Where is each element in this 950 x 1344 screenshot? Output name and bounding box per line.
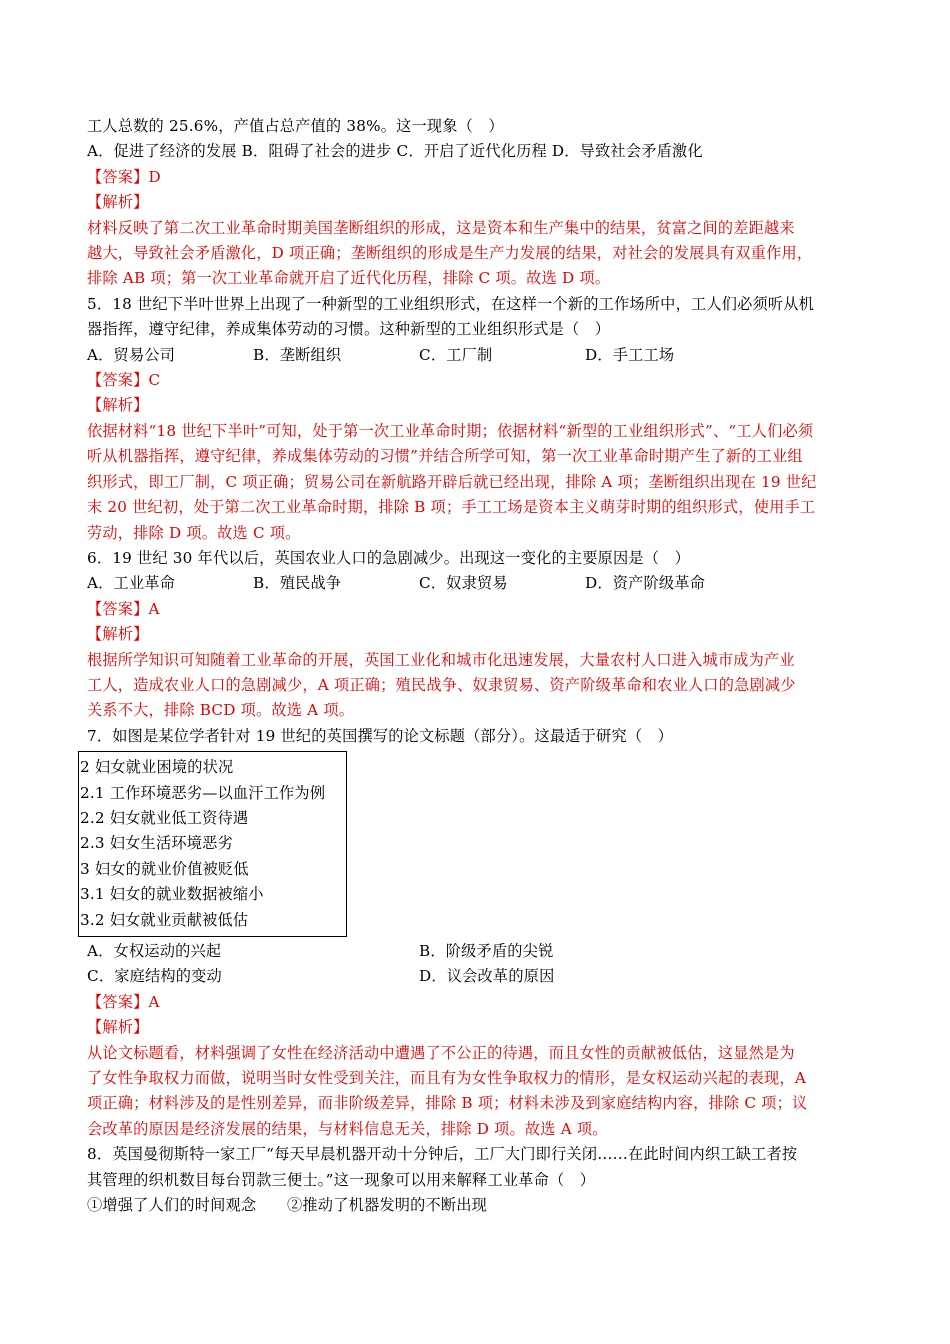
q7-outline-item: 2.2 妇女就业低工资待遇 — [80, 808, 249, 827]
q4-analysis-label: 【解析】 — [87, 193, 149, 212]
q8-stem-line: 其管理的织机数目每台罚款三便士。”这一现象可以用来解释工业革命（ ） — [87, 1170, 596, 1189]
q4-stem-tail: 工人总数的 25.6%，产值占总产值的 38%。这一现象（ ） — [87, 117, 504, 135]
q5-analysis-line: 依据材料“18 世纪下半叶”可知，处于第一次工业革命时期；依据材料“新型的工业组织形式”、“工人们必须 — [87, 421, 814, 440]
q5-analysis-line: 末 20 世纪初，处于第二次工业革命时期，排除 B 项；手工工场是资本主义萌芽时期的组织形式，使用手工 — [87, 498, 816, 517]
q4-analysis-line: 排除 AB 项；第一次工业革命就开启了近代化历程，排除 C 项。故选 D 项。 — [87, 269, 611, 288]
q7-analysis-line: 从论文标题看，材料强调了女性在经济活动中遭遇了不公正的待遇，而且女性的贡献被低估，这显然是为 — [87, 1043, 795, 1062]
q6-option-a: A．工业革命 — [87, 574, 176, 593]
q7-stem: 7．如图是某位学者针对 19 世纪的英国撰写的论文标题（部分）。这最适于研究（ ） — [87, 726, 673, 745]
q7-option-a: A．女权运动的兴起 — [87, 942, 222, 960]
q6-analysis-line: 关系不大，排除 BCD 项。故选 A 项。 — [87, 701, 355, 720]
q5-option-d: D．手工工场 — [585, 345, 675, 364]
q4-answer: 【答案】D — [87, 167, 161, 186]
q7-answer: 【答案】A — [87, 992, 160, 1011]
q5-analysis-line: 织形式，即工厂制，C 项正确；贸易公司在新航路开辟后就已经出现，排除 A 项；垄断组织出现在 19 世纪 — [87, 472, 817, 491]
q7-analysis-line: 了女性争取权力而做，说明当时女性受到关注，而且有为女性争取权力的情形，是女权运动兴起的表现，A — [87, 1069, 806, 1088]
q5-option-c: C．工厂制 — [419, 345, 493, 364]
q4-analysis-line: 材料反映了第二次工业革命时期美国垄断组织的形成，这是资本和生产集中的结果，贫富之间的差距越来 — [87, 218, 795, 237]
q7-analysis-line: 会改革的原因是经济发展的结果，与材料信息无关，排除 D 项。故选 A 项。 — [87, 1119, 608, 1138]
q7-option-b: B．阶级矛盾的尖锐 — [419, 942, 554, 960]
q6-analysis-line: 工人，造成农业人口的急剧减少，A 项正确；殖民战争、奴隶贸易、资产阶级革命和农业人口的急剧减少 — [87, 675, 796, 694]
q6-analysis-line: 根据所学知识可知随着工业革命的开展，英国工业化和城市化迅速发展，大量农村人口进入城市成为产业 — [87, 650, 795, 669]
q7-analysis-line: 项正确；材料涉及的是性别差异，而非阶级差异，排除 B 项；材料未涉及到家庭结构内容，排除 C 项；议 — [87, 1094, 808, 1113]
q5-stem-line: 器指挥，遵守纪律，养成集体劳动的习惯。这种新型的工业组织形式是（ ） — [87, 320, 611, 339]
q6-analysis-label: 【解析】 — [87, 625, 149, 644]
q7-option-c: C．家庭结构的变动 — [87, 967, 222, 986]
q5-option-a: A．贸易公司 — [87, 345, 176, 364]
q5-option-b: B．垄断组织 — [253, 345, 342, 364]
q7-outline-item: 3.2 妇女就业贡献被低估 — [80, 910, 249, 929]
q5-stem-line: 5．18 世纪下半叶世界上出现了一种新型的工业组织形式，在这样一个新的工作场所中，工人们必须听从机 — [87, 294, 815, 313]
q5-analysis-label: 【解析】 — [87, 396, 149, 415]
document-page — [80, 114, 877, 1218]
q6-options — [87, 571, 877, 596]
q7-outline-item: 2.1 工作环境恶劣—以血汗工作为例 — [80, 783, 326, 802]
q4-options: A．促进了经济的发展 B．阻碍了社会的进步 C．开启了近代化历程 D．导致社会矛盾激化 — [87, 142, 703, 161]
q6-option-d: D．资产阶级革命 — [585, 574, 706, 593]
q6-stem: 6．19 世纪 30 年代以后，英国农业人口的急剧减少。出现这一变化的主要原因是（ ） — [87, 548, 690, 567]
q7-analysis-label: 【解析】 — [87, 1018, 149, 1037]
q5-analysis-line: 劳动，排除 D 项。故选 C 项。 — [87, 523, 301, 542]
q7-outline-item: 3 妇女的就业价值被贬低 — [80, 859, 249, 878]
q7-options-row-2 — [87, 964, 877, 989]
q7-outline-item: 2.3 妇女生活环境恶劣 — [80, 834, 233, 853]
q5-answer: 【答案】C — [87, 371, 161, 390]
q4-analysis-line: 越大，导致社会矛盾激化，D 项正确；垄断组织的形成是生产力发展的结果，对社会的发展具有双重作用， — [87, 244, 813, 263]
q7-options-row-1 — [87, 939, 877, 964]
q6-option-c: C．奴隶贸易 — [419, 574, 508, 593]
q7-outline-item: 3.1 妇女的就业数据被缩小 — [80, 885, 264, 904]
q7-option-d: D．议会改革的原因 — [419, 967, 555, 986]
q8-stem-line: 8．英国曼彻斯特一家工厂“每天早晨机器开动十分钟后，工厂大门即行关闭……在此时间内织工缺工者按 — [87, 1145, 798, 1164]
q5-analysis-line: 听从机器指挥，遵守纪律，养成集体劳动的习惯”并结合所学可知，第一次工业革命时期产生了新的工业组 — [87, 447, 803, 466]
q8-items: ①增强了人们的时间观念 ②推动了机器发明的不断出现 — [87, 1196, 488, 1215]
q6-option-b: B．殖民战争 — [253, 574, 342, 593]
q7-outline-item: 2 妇女就业困境的状况 — [80, 758, 234, 777]
q6-answer: 【答案】A — [87, 599, 160, 618]
q7-outline-box — [78, 751, 347, 937]
q5-options — [87, 343, 877, 368]
